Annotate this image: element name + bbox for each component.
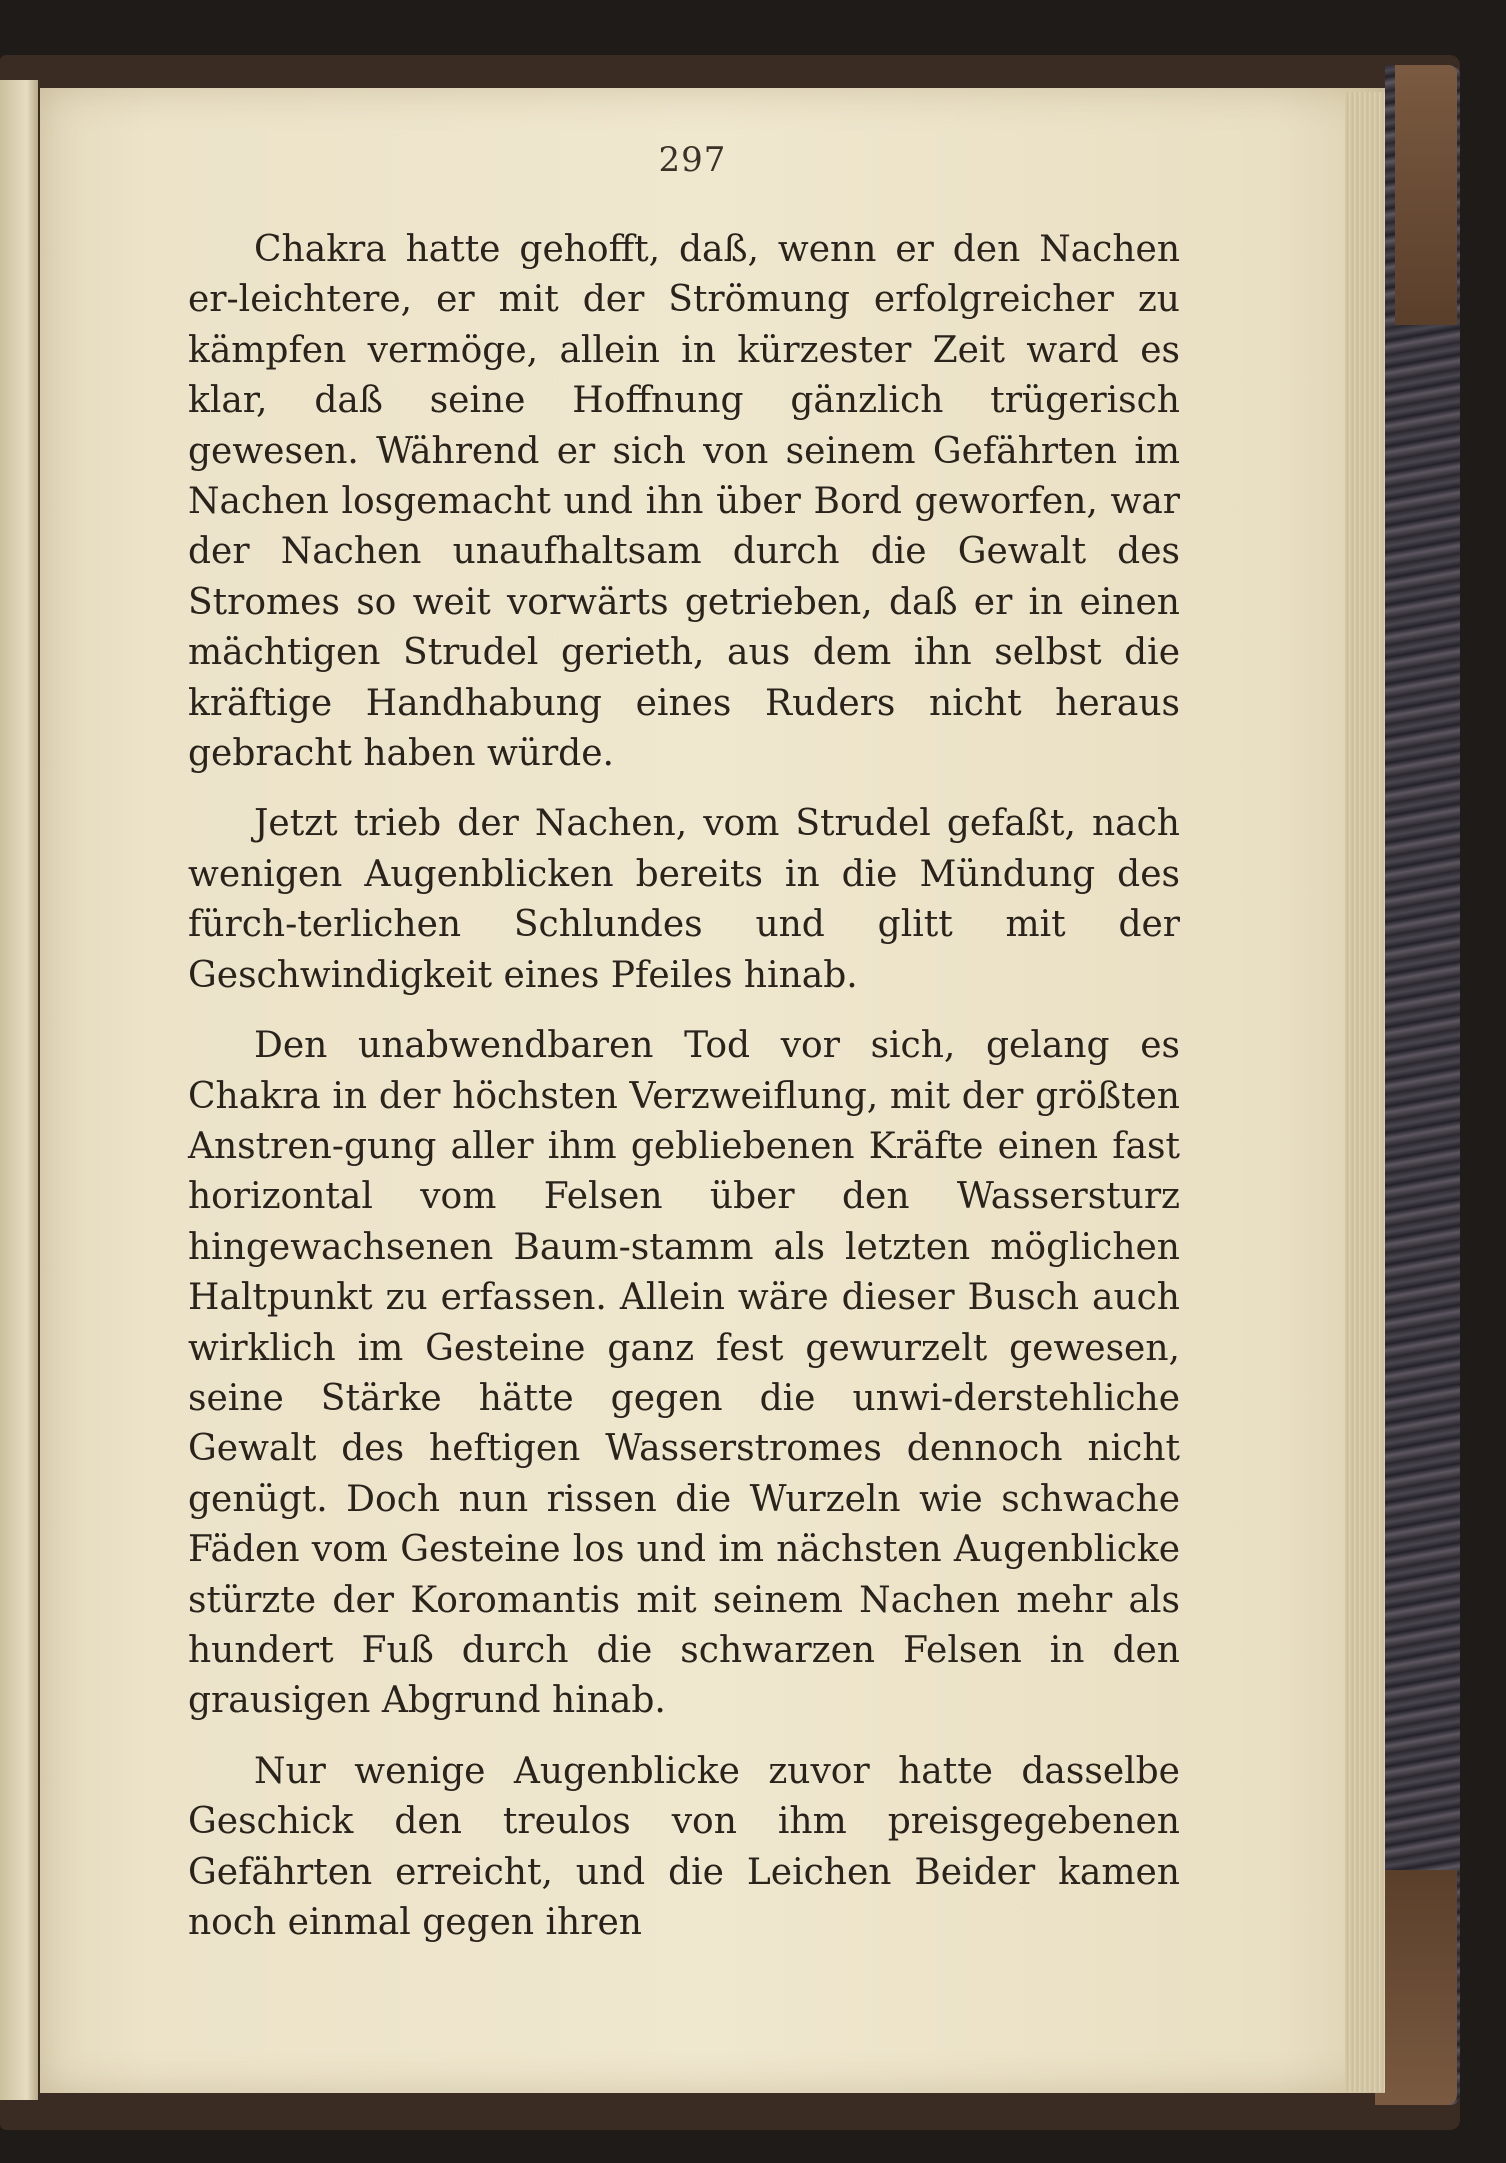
spine-cloth-top xyxy=(1395,65,1457,325)
spine-cloth-bottom xyxy=(1375,1870,1457,2105)
previous-page-edge xyxy=(0,80,38,2100)
page-stack-edge xyxy=(1345,92,1385,2092)
paragraph: Jetzt trieb der Nachen, vom Strudel gefaßt, nach wenigen Augenblicken bereits in die Mündung des fürch-terlichen Schlundes und glitt mit der Geschwindigkeit eines Pfeiles hinab. xyxy=(188,803,1180,996)
book-spine xyxy=(1385,65,1460,2105)
paragraph: Nur wenige Augenblicke zuvor hatte dasselbe Geschick den treulos von ihm preisgegebenen Gefährten erreicht, und die Leichen Beider kamen noch einmal gegen ihren xyxy=(188,1750,1180,1943)
paragraph: Chakra hatte gehofft, daß, wenn er den Nachen er-leichtere, er mit der Strömung erfolgreicher zu kämpfen vermöge, allein in kürzester Zeit ward es klar, daß seine Hoffnung gänzlich trügerisch gewesen. Während er sich von seinem Gefährten im Nachen losgemacht und ihn über Bord geworfen, war der Nachen unaufhaltsam durch die Gewalt des Stromes so weit vorwärts getrieben, daß er in einen mächtigen Strudel gerieth, aus dem ihn selbst die kräftige Handhabung eines Ruders nicht heraus gebracht haben würde. xyxy=(188,229,1180,775)
page-number: 297 xyxy=(658,140,727,180)
paragraph: Den unabwendbaren Tod vor sich, gelang es Chakra in der höchsten Verzweiflung, mit der größten Anstren-gung aller ihm gebliebenen Kräfte einen fast horizontal vom Felsen über den Wassersturz hingewachsenen Baum-stamm als letzten möglichen Haltpunkt zu erfassen. Allein wäre dieser Busch auch wirklich im Gesteine ganz fest gewurzelt gewesen, seine Stärke hätte gegen die unwi-derstehliche Gewalt des heftigen Wasserstromes dennoch nicht genügt. Doch nun rissen die Wurzeln wie schwache Fäden vom Gesteine los und im nächsten Augenblicke stürzte der Koromantis mit seinem Nachen mehr als hundert Fuß durch die schwarzen Felsen in den grausigen Abgrund hinab. xyxy=(188,1025,1180,1722)
body-text xyxy=(188,225,1180,1968)
